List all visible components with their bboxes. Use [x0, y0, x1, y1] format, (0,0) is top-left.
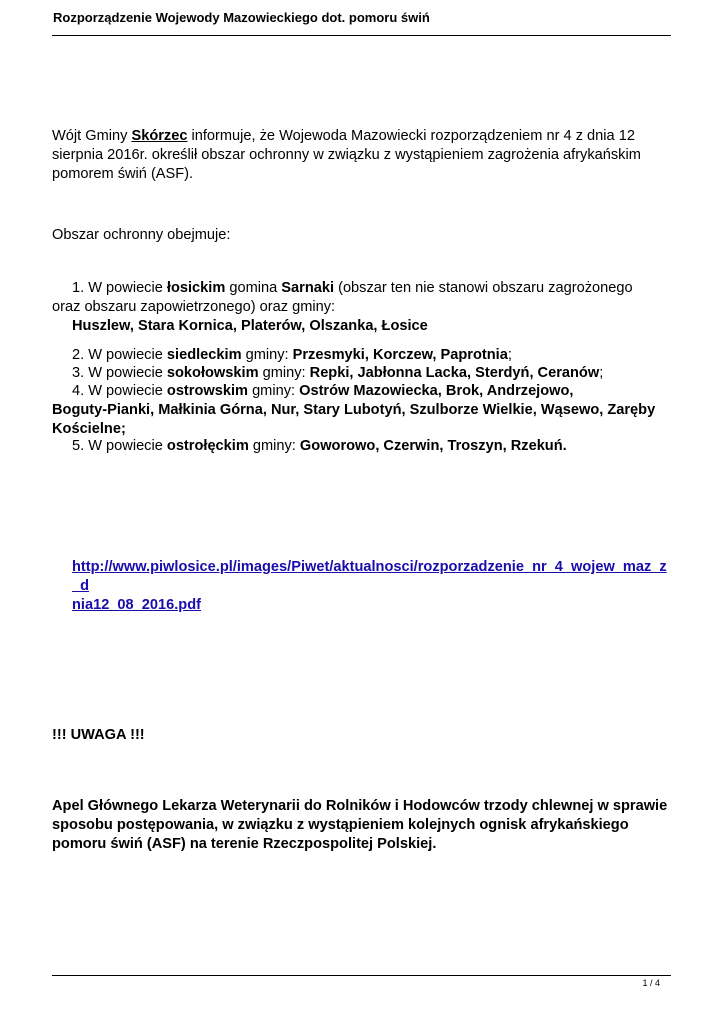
- intro-prefix: Wójt Gminy: [52, 128, 132, 144]
- appeal-paragraph: [52, 797, 672, 854]
- item-3-text-b: gminy:: [258, 365, 310, 381]
- item-1-gminy: Huszlew, Stara Kornica, Platerów, Olszanka, Łosice: [72, 318, 428, 334]
- item-3-text-a: W powiecie: [84, 365, 167, 381]
- intro-paragraph: [52, 127, 672, 184]
- item-1-gmina: Sarnaki: [281, 280, 335, 296]
- page-header-title: Rozporządzenie Wojewody Mazowieckiego dot. pomoru świń: [53, 10, 430, 25]
- pdf-link[interactable]: [52, 558, 672, 615]
- item-2-number: 2.: [72, 347, 85, 363]
- pdf-link-line-1[interactable]: http://www.piwlosice.pl/images/Piwet/aktualnosci/rozporzadzenie_nr_4_wojew_maz_z_d: [72, 559, 667, 594]
- item-2-powiat: siedleckim: [166, 347, 242, 363]
- item-5-powiat: ostrołęckim: [166, 438, 249, 454]
- intro-line-1: [52, 127, 672, 146]
- item-1-line-2: oraz obszaru zapowietrzonego) oraz gminy:: [52, 299, 336, 315]
- item-4-number: 4.: [72, 383, 85, 399]
- list-item-4: [52, 382, 672, 439]
- item-1-number: 1.: [72, 280, 85, 296]
- area-heading: Obszar ochronny obejmuje:: [52, 227, 231, 243]
- list-item-2: [52, 346, 672, 365]
- item-3-gminy: Repki, Jabłonna Lacka, Sterdyń, Ceranów: [309, 365, 600, 381]
- item-5-text-a: W powiecie: [84, 438, 167, 454]
- gmina-name: Skórzec: [131, 128, 188, 144]
- appeal-line-2: sposobu postępowania, w związku z wystąpieniem kolejnych ognisk afrykańskiego: [52, 817, 629, 833]
- item-5-text-b: gminy:: [248, 438, 300, 454]
- pdf-link-line-2[interactable]: nia12_08_2016.pdf: [72, 597, 201, 613]
- item-3-powiat: sokołowskim: [166, 365, 259, 381]
- item-4-text-a: W powiecie: [84, 383, 167, 399]
- item-4-gminy-3: Kościelne;: [52, 421, 126, 437]
- list-item-1: [52, 279, 672, 336]
- page-number: 1 / 4: [642, 978, 660, 988]
- intro-line-1-rest: informuje, że Wojewoda Mazowiecki rozporządzeniem nr 4 z dnia 12: [187, 128, 635, 144]
- item-4-text-b: gminy:: [248, 383, 300, 399]
- intro-line-3: pomorem świń (ASF).: [52, 166, 194, 182]
- item-2-end: ;: [507, 347, 512, 363]
- item-4-gminy-2: Boguty-Pianki, Małkinia Górna, Nur, Stary Lubotyń, Szulborze Wielkie, Wąsewo, Zaręby: [52, 402, 656, 418]
- header-divider: [52, 35, 671, 36]
- list-item-3: [52, 364, 672, 383]
- footer-divider: [52, 975, 671, 976]
- item-4-gminy-1: Ostrów Mazowiecka, Brok, Andrzejowo,: [299, 383, 574, 399]
- item-1-text-b: gomina: [225, 280, 282, 296]
- intro-line-2: sierpnia 2016r. określił obszar ochronny w związku z wystąpieniem zagrożenia afrykańskim: [52, 147, 641, 163]
- warning-heading: !!! UWAGA !!!: [52, 727, 145, 743]
- item-1-powiat: łosickim: [166, 280, 226, 296]
- item-3-end: ;: [599, 365, 604, 381]
- item-1-text-a: W powiecie: [84, 280, 167, 296]
- appeal-line-1: Apel Głównego Lekarza Weterynarii do Rolników i Hodowców trzody chlewnej w sprawie: [52, 798, 668, 814]
- item-3-number: 3.: [72, 365, 85, 381]
- item-5-number: 5.: [72, 438, 85, 454]
- item-5-gminy: Goworowo, Czerwin, Troszyn, Rzekuń.: [299, 438, 567, 454]
- list-item-5: [52, 437, 672, 456]
- item-2-text-b: gminy:: [241, 347, 293, 363]
- item-4-powiat: ostrowskim: [166, 383, 249, 399]
- item-1-text-c: (obszar ten nie stanowi obszaru zagrożonego: [334, 280, 633, 296]
- item-2-text-a: W powiecie: [84, 347, 167, 363]
- appeal-line-3: pomoru świń (ASF) na terenie Rzeczpospolitej Polskiej.: [52, 836, 437, 852]
- item-2-gminy: Przesmyki, Korczew, Paprotnia: [292, 347, 508, 363]
